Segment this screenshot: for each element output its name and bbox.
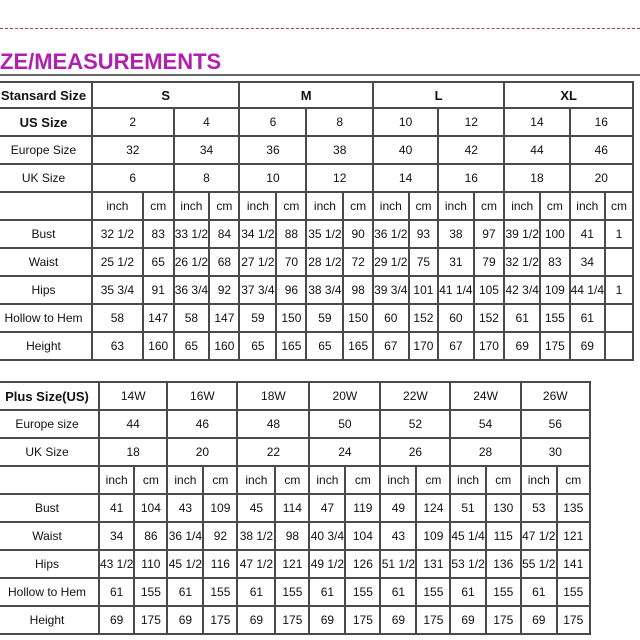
plus-unit-cm: cm — [134, 466, 167, 494]
measurement-value: 91 — [143, 276, 174, 304]
plus-measurement-value: 131 — [416, 550, 450, 578]
plus-measurement-value: 69 — [521, 606, 557, 634]
measurement-label: Hollow to Hem — [0, 304, 92, 332]
measurement-value: 28 1/2 — [306, 248, 343, 276]
uk-size-value: 20 — [570, 164, 633, 192]
europe-size-value: 34 — [174, 136, 240, 164]
measurement-value: 93 — [409, 220, 439, 248]
plus-size-table — [0, 381, 591, 635]
measurement-value: 150 — [276, 304, 306, 332]
plus-us-size-value: 14W — [99, 382, 167, 410]
measurement-value: 61 — [504, 304, 540, 332]
plus-measurement-value: 175 — [134, 606, 167, 634]
plus-measurement-value: 136 — [486, 550, 521, 578]
plus-measurement-value: 36 1/4 — [167, 522, 203, 550]
size-group-s: S — [92, 82, 239, 108]
plus-unit-cm: cm — [345, 466, 380, 494]
measurement-value: 35 3/4 — [92, 276, 143, 304]
plus-measurement-value: 175 — [203, 606, 237, 634]
us-size-value: 10 — [373, 108, 438, 136]
plus-measurement-label: Hips — [0, 550, 99, 578]
plus-measurement-value: 47 1/2 — [521, 522, 557, 550]
plus-measurement-label: Hollow to Hem — [0, 578, 99, 606]
plus-uk-size-value: 18 — [99, 438, 167, 466]
plus-measurement-value: 130 — [486, 494, 521, 522]
plus-measurement-value: 38 1/2 — [237, 522, 275, 550]
measurement-label: Height — [0, 332, 92, 360]
plus-measurement-value: 43 1/2 — [99, 550, 134, 578]
unit-inch: inch — [438, 192, 473, 220]
title-underline — [0, 74, 640, 76]
size-group-m: M — [239, 82, 372, 108]
plus-measurement-value: 155 — [416, 578, 450, 606]
plus-measurement-value: 45 — [237, 494, 275, 522]
plus-measurement-value: 141 — [557, 550, 590, 578]
plus-unit-inch: inch — [99, 466, 134, 494]
plus-measurement-value: 61 — [521, 578, 557, 606]
uk-size-value: 10 — [239, 164, 306, 192]
plus-measurement-value: 175 — [486, 606, 521, 634]
us-size-value: 4 — [174, 108, 240, 136]
plus-unit-cm: cm — [275, 466, 309, 494]
measurement-value: 68 — [209, 248, 239, 276]
unit-inch: inch — [306, 192, 343, 220]
plus-measurement-value: 40 3/4 — [309, 522, 345, 550]
plus-measurement-value: 86 — [134, 522, 167, 550]
measurement-value: 61 — [570, 304, 605, 332]
plus-unit-cm: cm — [486, 466, 521, 494]
measurement-value: 60 — [438, 304, 473, 332]
plus-measurement-value: 69 — [237, 606, 275, 634]
measurement-value: 101 — [409, 276, 439, 304]
plus-size-header: Plus Size(US) — [0, 382, 99, 410]
plus-unit-inch: inch — [237, 466, 275, 494]
plus-unit-inch: inch — [309, 466, 345, 494]
plus-unit-inch: inch — [167, 466, 203, 494]
plus-measurement-value: 47 1/2 — [237, 550, 275, 578]
measurement-label: Hips — [0, 276, 92, 304]
measurement-value: 65 — [306, 332, 343, 360]
plus-measurement-value: 69 — [450, 606, 485, 634]
uk-size-value: 16 — [438, 164, 504, 192]
us-size-value: 14 — [504, 108, 569, 136]
plus-europe-size-value: 44 — [99, 410, 167, 438]
plus-measurement-value: 55 1/2 — [521, 550, 557, 578]
uk-size-value: 18 — [504, 164, 569, 192]
plus-measurement-value: 45 1/4 — [450, 522, 485, 550]
plus-europe-size-value: 54 — [450, 410, 520, 438]
measurement-value: 33 1/2 — [174, 220, 210, 248]
measurement-value: 1 — [605, 276, 633, 304]
europe-size-value: 40 — [373, 136, 438, 164]
measurement-value: 84 — [209, 220, 239, 248]
measurement-label: Bust — [0, 220, 92, 248]
uk-size-label: UK Size — [0, 164, 92, 192]
plus-measurement-value: 49 1/2 — [309, 550, 345, 578]
measurement-value: 37 3/4 — [239, 276, 276, 304]
measurement-value: 38 — [438, 220, 473, 248]
size-group-xl: XL — [504, 82, 633, 108]
plus-measurement-value: 43 — [380, 522, 416, 550]
plus-measurement-value: 175 — [416, 606, 450, 634]
standard-size-header: Stansard Size — [0, 82, 92, 108]
measurement-value: 67 — [438, 332, 473, 360]
measurement-value: 58 — [174, 304, 210, 332]
plus-measurement-value: 53 — [521, 494, 557, 522]
measurement-value: 79 — [474, 248, 505, 276]
measurement-value: 26 1/2 — [174, 248, 210, 276]
measurement-value: 88 — [276, 220, 306, 248]
measurement-value: 170 — [409, 332, 439, 360]
measurement-value: 1 — [605, 220, 633, 248]
plus-us-size-value: 26W — [521, 382, 590, 410]
measurement-value: 36 1/2 — [373, 220, 409, 248]
plus-measurement-value: 155 — [486, 578, 521, 606]
plus-measurement-value: 121 — [557, 522, 590, 550]
unit-cm: cm — [143, 192, 174, 220]
plus-uk-size-value: 22 — [237, 438, 309, 466]
measurement-value — [605, 248, 633, 276]
plus-measurement-value: 61 — [380, 578, 416, 606]
plus-uk-size-value: 26 — [380, 438, 450, 466]
measurement-value: 38 3/4 — [306, 276, 343, 304]
plus-measurement-value: 61 — [450, 578, 485, 606]
measurement-value: 63 — [92, 332, 143, 360]
unit-cm: cm — [540, 192, 570, 220]
us-size-value: 16 — [570, 108, 633, 136]
plus-measurement-value: 34 — [99, 522, 134, 550]
measurement-value: 65 — [174, 332, 210, 360]
plus-measurement-value: 119 — [345, 494, 380, 522]
measurement-value: 59 — [239, 304, 276, 332]
page-title: ZE/MEASUREMENTS — [0, 49, 222, 74]
measurement-value: 72 — [343, 248, 373, 276]
unit-cm: cm — [474, 192, 505, 220]
plus-measurement-value: 69 — [99, 606, 134, 634]
plus-measurement-value: 110 — [134, 550, 167, 578]
plus-measurement-value: 121 — [275, 550, 309, 578]
measurement-value: 170 — [474, 332, 505, 360]
measurement-value: 35 1/2 — [306, 220, 343, 248]
plus-measurement-value: 61 — [237, 578, 275, 606]
measurement-value: 60 — [373, 304, 409, 332]
plus-unit-cm: cm — [203, 466, 237, 494]
measurement-value: 59 — [306, 304, 343, 332]
plus-measurement-value: 155 — [203, 578, 237, 606]
measurement-value: 160 — [209, 332, 239, 360]
plus-measurement-value: 126 — [345, 550, 380, 578]
unit-cm: cm — [343, 192, 373, 220]
size-group-l: L — [373, 82, 504, 108]
plus-measurement-value: 61 — [309, 578, 345, 606]
plus-unit-inch: inch — [380, 466, 416, 494]
plus-measurement-value: 109 — [203, 494, 237, 522]
plus-measurement-value: 47 — [309, 494, 345, 522]
plus-measurement-value: 49 — [380, 494, 416, 522]
measurement-value: 70 — [276, 248, 306, 276]
plus-europe-size-label: Europe size — [0, 410, 99, 438]
plus-measurement-value: 53 1/2 — [450, 550, 485, 578]
measurement-value: 31 — [438, 248, 473, 276]
us-size-value: 6 — [239, 108, 306, 136]
plus-unit-inch: inch — [450, 466, 485, 494]
measurement-value: 65 — [143, 248, 174, 276]
measurement-value: 34 1/2 — [239, 220, 276, 248]
europe-size-value: 36 — [239, 136, 306, 164]
measurement-value: 98 — [343, 276, 373, 304]
plus-unit-cm: cm — [416, 466, 450, 494]
plus-uk-size-value: 30 — [521, 438, 590, 466]
top-dashed-divider — [0, 28, 640, 29]
plus-unit-row-label — [0, 466, 99, 494]
measurement-value: 41 1/4 — [438, 276, 473, 304]
plus-measurement-value: 114 — [275, 494, 309, 522]
plus-measurement-value: 135 — [557, 494, 590, 522]
plus-measurement-value: 69 — [380, 606, 416, 634]
measurement-label: Waist — [0, 248, 92, 276]
standard-size-table — [0, 81, 634, 361]
measurement-value: 90 — [343, 220, 373, 248]
measurement-value: 152 — [474, 304, 505, 332]
measurement-value — [605, 332, 633, 360]
plus-measurement-value: 92 — [203, 522, 237, 550]
unit-cm: cm — [276, 192, 306, 220]
us-size-value: 2 — [92, 108, 174, 136]
us-size-value: 12 — [438, 108, 504, 136]
measurement-value: 92 — [209, 276, 239, 304]
plus-measurement-value: 175 — [345, 606, 380, 634]
measurement-value: 165 — [343, 332, 373, 360]
uk-size-value: 6 — [92, 164, 174, 192]
europe-size-value: 46 — [570, 136, 633, 164]
measurement-value: 83 — [540, 248, 570, 276]
measurement-value: 58 — [92, 304, 143, 332]
unit-inch: inch — [239, 192, 276, 220]
plus-europe-size-value: 50 — [309, 410, 380, 438]
unit-inch: inch — [373, 192, 409, 220]
measurement-value: 69 — [570, 332, 605, 360]
measurement-value: 25 1/2 — [92, 248, 143, 276]
unit-inch: inch — [504, 192, 540, 220]
measurement-value: 96 — [276, 276, 306, 304]
plus-us-size-value: 20W — [309, 382, 380, 410]
measurement-value: 150 — [343, 304, 373, 332]
plus-measurement-value: 69 — [167, 606, 203, 634]
plus-measurement-value: 155 — [275, 578, 309, 606]
measurement-value: 27 1/2 — [239, 248, 276, 276]
plus-us-size-value: 24W — [450, 382, 520, 410]
plus-uk-size-value: 28 — [450, 438, 520, 466]
measurement-value: 32 1/2 — [92, 220, 143, 248]
plus-measurement-value: 61 — [167, 578, 203, 606]
plus-measurement-value: 43 — [167, 494, 203, 522]
plus-measurement-value: 155 — [345, 578, 380, 606]
measurement-value — [605, 304, 633, 332]
uk-size-value: 8 — [174, 164, 240, 192]
plus-measurement-value: 115 — [486, 522, 521, 550]
measurement-value: 83 — [143, 220, 174, 248]
unit-inch: inch — [92, 192, 143, 220]
measurement-value: 44 1/4 — [570, 276, 605, 304]
unit-cm: cm — [605, 192, 633, 220]
measurement-value: 105 — [474, 276, 505, 304]
measurement-value: 34 — [570, 248, 605, 276]
plus-measurement-value: 155 — [134, 578, 167, 606]
plus-measurement-label: Bust — [0, 494, 99, 522]
measurement-value: 152 — [409, 304, 439, 332]
measurement-value: 100 — [540, 220, 570, 248]
plus-measurement-value: 124 — [416, 494, 450, 522]
measurement-value: 65 — [239, 332, 276, 360]
measurement-value: 147 — [209, 304, 239, 332]
measurement-value: 39 1/2 — [504, 220, 540, 248]
measurement-value: 42 3/4 — [504, 276, 540, 304]
uk-size-value: 14 — [373, 164, 438, 192]
measurement-value: 165 — [276, 332, 306, 360]
plus-measurement-value: 41 — [99, 494, 134, 522]
measurement-value: 32 1/2 — [504, 248, 540, 276]
measurement-value: 160 — [143, 332, 174, 360]
measurement-value: 36 3/4 — [174, 276, 210, 304]
plus-measurement-value: 51 — [450, 494, 485, 522]
plus-us-size-value: 16W — [167, 382, 237, 410]
plus-measurement-value: 155 — [557, 578, 590, 606]
measurement-value: 69 — [504, 332, 540, 360]
unit-row-label — [0, 192, 92, 220]
us-size-label: US Size — [0, 108, 92, 136]
plus-uk-size-value: 20 — [167, 438, 237, 466]
europe-size-value: 44 — [504, 136, 569, 164]
plus-measurement-label: Height — [0, 606, 99, 634]
plus-europe-size-value: 48 — [237, 410, 309, 438]
plus-measurement-value: 116 — [203, 550, 237, 578]
measurement-value: 175 — [540, 332, 570, 360]
plus-uk-size-label: UK Size — [0, 438, 99, 466]
unit-cm: cm — [409, 192, 439, 220]
plus-measurement-value: 51 1/2 — [380, 550, 416, 578]
plus-measurement-value: 98 — [275, 522, 309, 550]
measurement-value: 67 — [373, 332, 409, 360]
europe-size-value: 32 — [92, 136, 174, 164]
plus-unit-inch: inch — [521, 466, 557, 494]
measurement-value: 41 — [570, 220, 605, 248]
plus-europe-size-value: 56 — [521, 410, 590, 438]
europe-size-value: 42 — [438, 136, 504, 164]
plus-measurement-value: 175 — [557, 606, 590, 634]
measurement-value: 97 — [474, 220, 505, 248]
measurement-value: 29 1/2 — [373, 248, 409, 276]
unit-inch: inch — [570, 192, 605, 220]
plus-measurement-value: 175 — [275, 606, 309, 634]
plus-measurement-value: 69 — [309, 606, 345, 634]
plus-measurement-label: Waist — [0, 522, 99, 550]
plus-uk-size-value: 24 — [309, 438, 380, 466]
plus-measurement-value: 104 — [134, 494, 167, 522]
europe-size-label: Europe Size — [0, 136, 92, 164]
measurement-value: 109 — [540, 276, 570, 304]
plus-unit-cm: cm — [557, 466, 590, 494]
unit-cm: cm — [209, 192, 239, 220]
measurement-value: 155 — [540, 304, 570, 332]
us-size-value: 8 — [306, 108, 372, 136]
measurement-value: 147 — [143, 304, 174, 332]
unit-inch: inch — [174, 192, 210, 220]
plus-measurement-value: 61 — [99, 578, 134, 606]
plus-measurement-value: 104 — [345, 522, 380, 550]
measurement-value: 75 — [409, 248, 439, 276]
measurement-value: 39 3/4 — [373, 276, 409, 304]
plus-us-size-value: 22W — [380, 382, 450, 410]
plus-measurement-value: 109 — [416, 522, 450, 550]
plus-us-size-value: 18W — [237, 382, 309, 410]
plus-europe-size-value: 52 — [380, 410, 450, 438]
europe-size-value: 38 — [306, 136, 372, 164]
uk-size-value: 12 — [306, 164, 372, 192]
plus-measurement-value: 45 1/2 — [167, 550, 203, 578]
plus-europe-size-value: 46 — [167, 410, 237, 438]
